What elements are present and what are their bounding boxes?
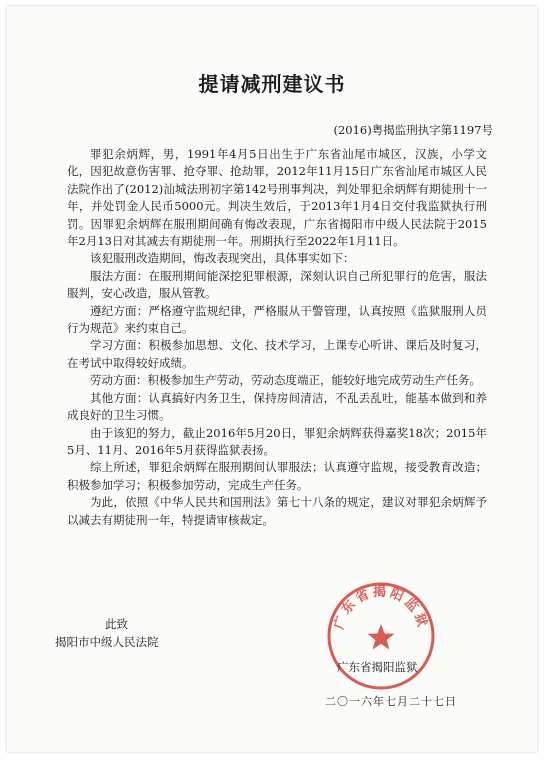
paragraph: 遵纪方面：严格遵守监规纪律，严格服从干警管理，认真按照《监狱服刑人员行为规范》来约束自己。: [67, 303, 487, 336]
official-seal: [325, 580, 437, 692]
svg-text:广东省揭阳监狱: 广东省揭阳监狱: [331, 584, 431, 632]
document-title: 提请减刑建议书: [198, 72, 346, 96]
paragraph: 综上所述，罪犯余炳辉在服刑期间认罪服法；认真遵守监规，接受教育改造；积极参加学习；积极参加劳动，完成生产任务。: [67, 460, 487, 492]
signer: 广东省揭阳监狱: [337, 660, 418, 674]
paragraph: 劳动方面：积极参加生产劳动，劳动态度端正，能较好地完成劳动生产任务。: [90, 373, 481, 388]
paragraph: 由于该犯的努力，截止2016年5月20日，罪犯余炳辉获得嘉奖18次；2015年5月、11月、2016年5月获得监狱表扬。: [67, 425, 487, 457]
paragraph: 其他方面：认真搞好内务卫生，保持房间清洁，不乱丢乱吐，能基本做到和养成良好的卫生习惯。: [67, 390, 487, 423]
paragraph: 为此，依照《中华人民共和国刑法》第七十八条的规定，建议对罪犯余炳辉予以减去有期徒刑一年，特提请审核裁定。: [67, 495, 487, 527]
document-number: (2016)粤揭监刑执字第1197号: [333, 123, 493, 137]
addressee: 揭阳市中级人民法院: [55, 635, 159, 649]
paragraph: 学习方面：积极参加思想、文化、技术学习，上课专心听讲、课后及时复习，在考试中取得较好成绩。: [67, 338, 487, 370]
seal-star-icon: [368, 624, 395, 650]
paragraph: 该犯服刑改造期间，悔改表现突出，具体事实如下：: [90, 251, 355, 266]
document-page: [7, 6, 537, 752]
document-body: [67, 146, 487, 529]
addressee-block: [55, 615, 159, 651]
seal-graphic: [325, 580, 437, 692]
paragraph: 罪犯余炳辉，男，1991年4月5日出生于广东省汕尾市城区，汉族，小学文化，因犯故意伤害罪、抢夺罪、抢劫罪，2012年11月15日广东省汕尾市城区人民法院作出了(2012)汕城法刑初字第142号刑事判决，判处罪犯余炳辉有期徒刑十一年，并处罚金人民币5000元。判决生效后，于2013年1月4日交付我监狱执行刑罚。因罪犯余炳辉在服刑期间确有悔改表现，广东省揭阳市中级人民法院于2015年2月13日对其减去有期徒刑一年。刑期执行至2022年1月11日。: [67, 147, 487, 249]
paragraph: 服法方面：在服刑期间能深挖犯罪根源，深刻认识自己所犯罪行的危害，服法服判，安心改造，服从管教。: [67, 268, 487, 301]
issue-date: 二〇一六年七月二十七日: [325, 695, 457, 708]
salutation: 此致: [105, 617, 128, 631]
